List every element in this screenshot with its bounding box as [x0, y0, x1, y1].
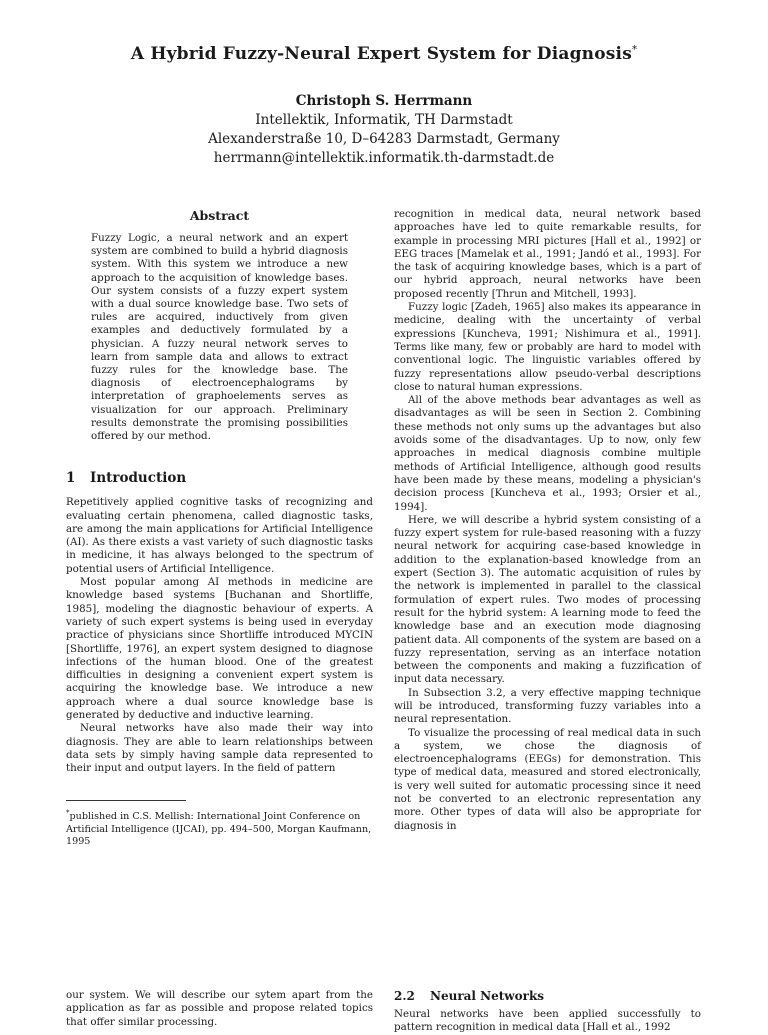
subsection-heading-neural-networks: [394, 989, 701, 1003]
right-paragraph-6: To visualize the processing of real medical data in such a system, we chose the diagnosis of electroencephalograms (EEGs) for demonstration. This type of medical data, measured and stored electronically, is very well suited for automatic processing since it need not be converted to an electronic representation any more. Other types of data will also be appropriate for diagnosis in: [394, 726, 701, 832]
abstract-text: Fuzzy Logic, a neural network and an expert system are combined to build a hybrid diagnosis system. With this system we introduce a new approach to the acquisition of knowledge bases. Our system consists of a fuzzy expert system with a dual source knowledge base. Two sets of rules are acquired, inductively from given examples and deductively formulated by a physician. A fuzzy neural network serves to learn from sample data and allows to extract fuzzy rules for the knowledge base. The diagnosis of electroencephalograms by interpretation of graphoelements serves as visualization for our approach. Preliminary results demonstrate the promising possibilities offered by our method.: [91, 232, 348, 443]
next-page-right-text: Neural networks have been applied successfully to pattern recognition in medical data [Hall et al., 1992: [394, 1008, 701, 1034]
paper-title: [0, 44, 768, 64]
subsection-number: 2.2: [394, 989, 415, 1003]
section-title: Introduction: [90, 470, 187, 487]
intro-paragraph-3: Neural networks have also made their way into diagnosis. They are able to learn relationships between data sets by simply having sample data represented to their input and output layers. In the field of pattern: [66, 722, 373, 775]
author-email: herrmann@intellektik.informatik.th-darmstadt.de: [213, 150, 555, 166]
right-column: [394, 208, 701, 833]
right-paragraph-1: recognition in medical data, neural network based approaches have led to quite remarkable results, for example in processing MRI pictures [Hall et al., 1992] or EEG traces [Mamelak et al., 1991; Jandó et al., 1993]. For the task of acquiring knowledge bases, which is a part of our hybrid approach, neural networks have been proposed recently [Thrun and Mitchell, 1993].: [394, 208, 701, 300]
subsection-title: Neural Networks: [430, 989, 545, 1003]
next-page-right-column: [394, 989, 701, 1035]
title-footnote-mark: *: [631, 44, 638, 56]
author-address: Alexanderstraße 10, D–64283 Darmstadt, Germany: [208, 131, 560, 147]
footnote: [66, 800, 373, 849]
right-paragraph-5: In Subsection 3.2, a very effective mapping technique will be introduced, transforming fuzzy variables into a neural representation.: [394, 686, 701, 726]
footnote-text: published in C.S. Mellish: International Joint Conference on Artificial Intelligence (IJCAI), pp. 494–500, Morgan Kaufmann, 1995: [66, 811, 372, 848]
abstract-heading: Abstract: [189, 208, 250, 223]
next-page-left-text: our system. We will describe our sytem apart from the application as far as possible and propose related topics that offer similar processing.: [66, 989, 373, 1028]
intro-paragraph-2: Most popular among AI methods in medicine are knowledge based systems [Buchanan and Shortliffe, 1985], modeling the diagnostic behaviour of experts. A variety of such expert systems is being used in everyday practice of physicians since Shortliffe introduced MYCIN [Shortliffe, 1976], an expert system designed to diagnose infections of the human blood. One of the greatest difficulties in designing a convenient expert system is acquiring the knowledge base. We introduce a new approach where a dual source knowledge base is generated by deductive and inductive learning.: [66, 576, 373, 721]
section-heading-introduction: [66, 470, 373, 486]
section-number: 1: [66, 470, 76, 487]
left-column: [66, 208, 373, 775]
author-affiliation: Intellektik, Informatik, TH Darmstadt: [255, 112, 513, 128]
right-paragraph-2: Fuzzy logic [Zadeh, 1965] also makes its appearance in medicine, dealing with the uncertainty of verbal expressions [Kuncheva, 1991; Nishimura et al., 1991]. Terms like many, few or probably are hard to model with conventional logic. The linguistic variables offered by fuzzy representations allow pseudo-verbal descriptions close to natural human expressions.: [394, 301, 701, 393]
footnote-mark: *: [66, 809, 70, 817]
author-name: Christoph S. Herrmann: [295, 93, 473, 109]
footnote-rule: [66, 800, 186, 801]
author-block: [0, 92, 768, 168]
title-text: A Hybrid Fuzzy-Neural Expert System for Diagnosis: [130, 44, 632, 64]
intro-paragraph-1: Repetitively applied cognitive tasks of recognizing and evaluating certain phenomena, called diagnostic tasks, are among the main applications for Artificial Intelligence (AI). As there exists a vast variety of such diagnostic tasks in medicine, it has always belonged to the spectrum of potential users of Artificial Intelligence.: [66, 496, 373, 575]
right-paragraph-3: All of the above methods bear advantages as well as disadvantages as will be seen in Section 2. Combining these methods not only sums up the advantages but also avoids some of the disadvantages. Up to now, only few approaches in medical diagnosis combine multiple methods of Artificial Intelligence, although good results have been made by these means, modeling a physician's decision process [Kuncheva et al., 1993; Orsier et al., 1994].: [394, 394, 701, 513]
right-paragraph-4: Here, we will describe a hybrid system consisting of a fuzzy expert system for rule-based reasoning with a fuzzy neural network for acquiring case-based knowledge in addition to the explanation-based knowledge from an expert (Section 3). The automatic acquisition of rules by the network is implemented in parallel to the classical formulation of expert rules. Two modes of processing result for the hybrid system: A learning mode to feed the knowledge base and an execution mode diagnosing patient data. All components of the system are based on a fuzzy representation, serving as an interface notation between the components and making a fuzzification of input data necessary.: [394, 513, 701, 686]
